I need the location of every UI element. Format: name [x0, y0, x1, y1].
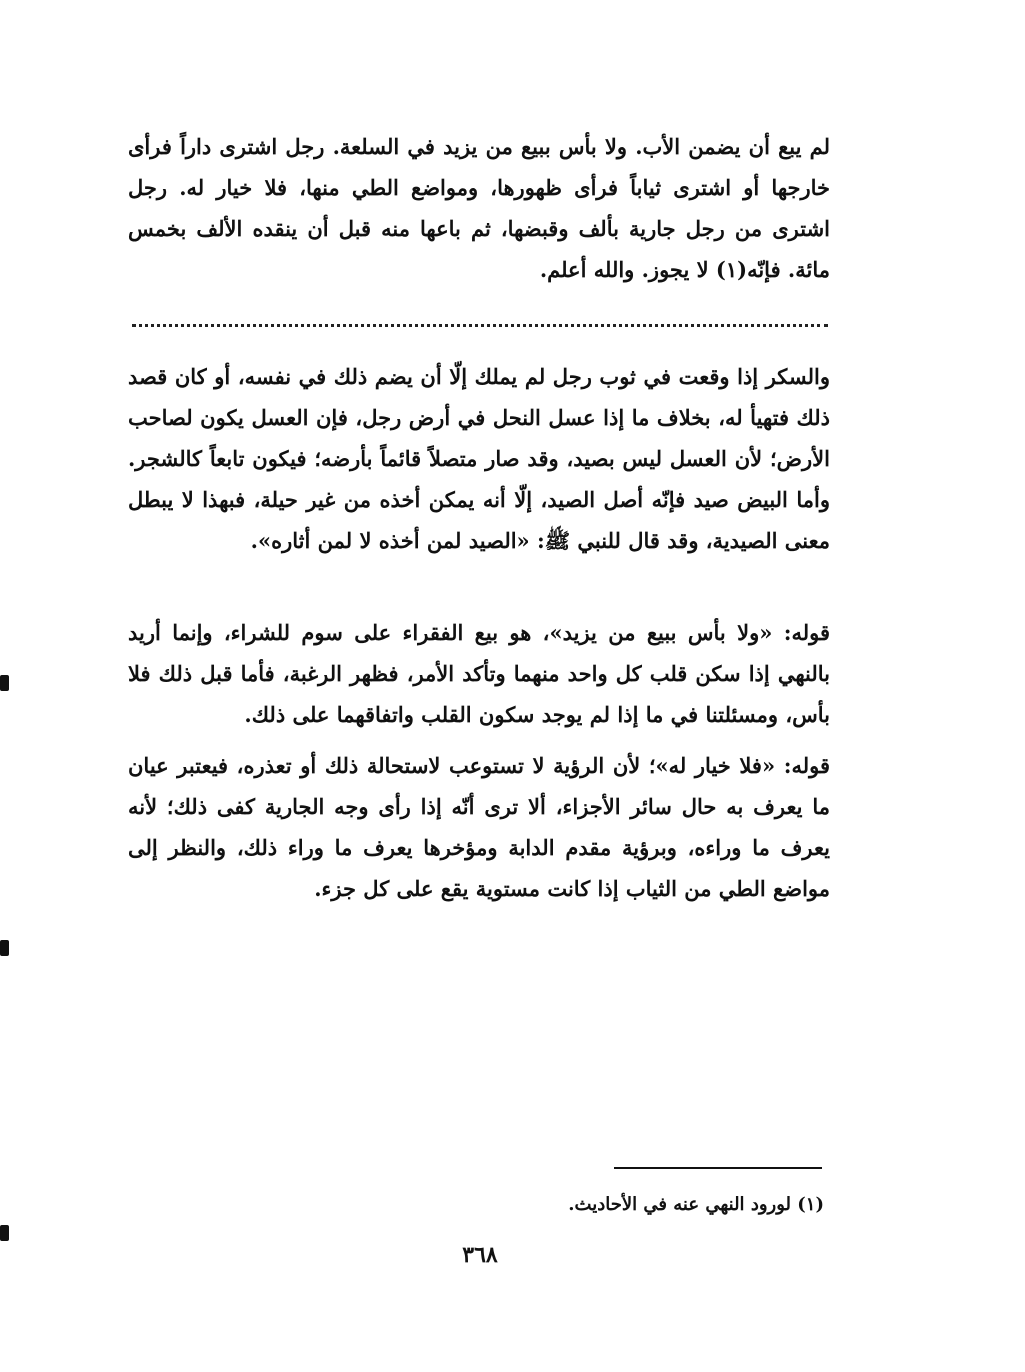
main-text-paragraph: لم يبع أن يضمن الأب. ولا بأس ببيع من يزيد في السلعة. رجل اشترى داراً فرأى خارجها أو اشترى ثياباً فرأى ظهورها، ومواضع الطي منها، فلا خيار له. رجل اشترى من رجل جارية بألف وقبضها، ثم باعها منه قبل أن ينقده الألف بخمس مائة. فإنّه(١) لا يجوز. والله أعلم.: [128, 134, 830, 282]
main-text-block: [128, 126, 830, 290]
scan-edge-mark: [0, 1225, 9, 1241]
commentary-block-3: [128, 745, 830, 909]
footnote-separator: [614, 1167, 822, 1169]
commentary-paragraph-2: قوله: «ولا بأس ببيع من يزيد»، هو بيع الفقراء على سوم للشراء، وإنما أريد بالنهي إذا سكن قلب كل واحد منهما وتأكد الأمر، فظهر الرغبة، فأما قبل ذلك فلا بأس، ومسئلتنا في ما إذا لم يوجد سكون القلب واتفاقهما على ذلك.: [128, 620, 830, 727]
footnote: (١) لورود النهي عنه في الأحاديث.: [568, 1194, 824, 1215]
commentary-block-1: [128, 356, 830, 561]
commentary-block-2: [128, 612, 830, 735]
commentary-paragraph-3: قوله: «فلا خيار له»؛ لأن الرؤية لا تستوعب لاستحالة ذلك أو تعذره، فيعتبر عيان ما يعرف به حال سائر الأجزاء، ألا ترى أنّه إذا رأى وجه الجارية كفى ذلك؛ لأنه يعرف ما وراءه، وبرؤية مقدم الدابة ومؤخرها يعرف ما وراء ذلك، والنظر إلى مواضع الطي من الثياب إذا كانت مستوية يقع على كل جزء.: [128, 753, 830, 901]
page-number: ٣٦٨: [462, 1242, 498, 1268]
scan-edge-mark: [0, 675, 9, 691]
scan-edge-mark: [0, 940, 9, 956]
dotted-divider: [132, 324, 828, 327]
commentary-paragraph-1: والسكر إذا وقعت في ثوب رجل لم يملك إلّا أن يضم ذلك في نفسه، أو كان قصد ذلك فتهيأ له، بخلاف ما إذا عسل النحل في أرض رجل، فإن العسل يكون لصاحب الأرض؛ لأن العسل ليس بصيد، وقد صار متصلاً قائماً بأرضه؛ فيكون تابعاً كالشجر. وأما البيض صيد فإنّه أصل الصيد، إلّا أنه يمكن أخذه من غير حيلة، فبهذا لا يبطل معنى الصيدية، وقد قال للنبي ﷺ: «الصيد لمن أخذه لا لمن أثاره».: [128, 364, 830, 553]
